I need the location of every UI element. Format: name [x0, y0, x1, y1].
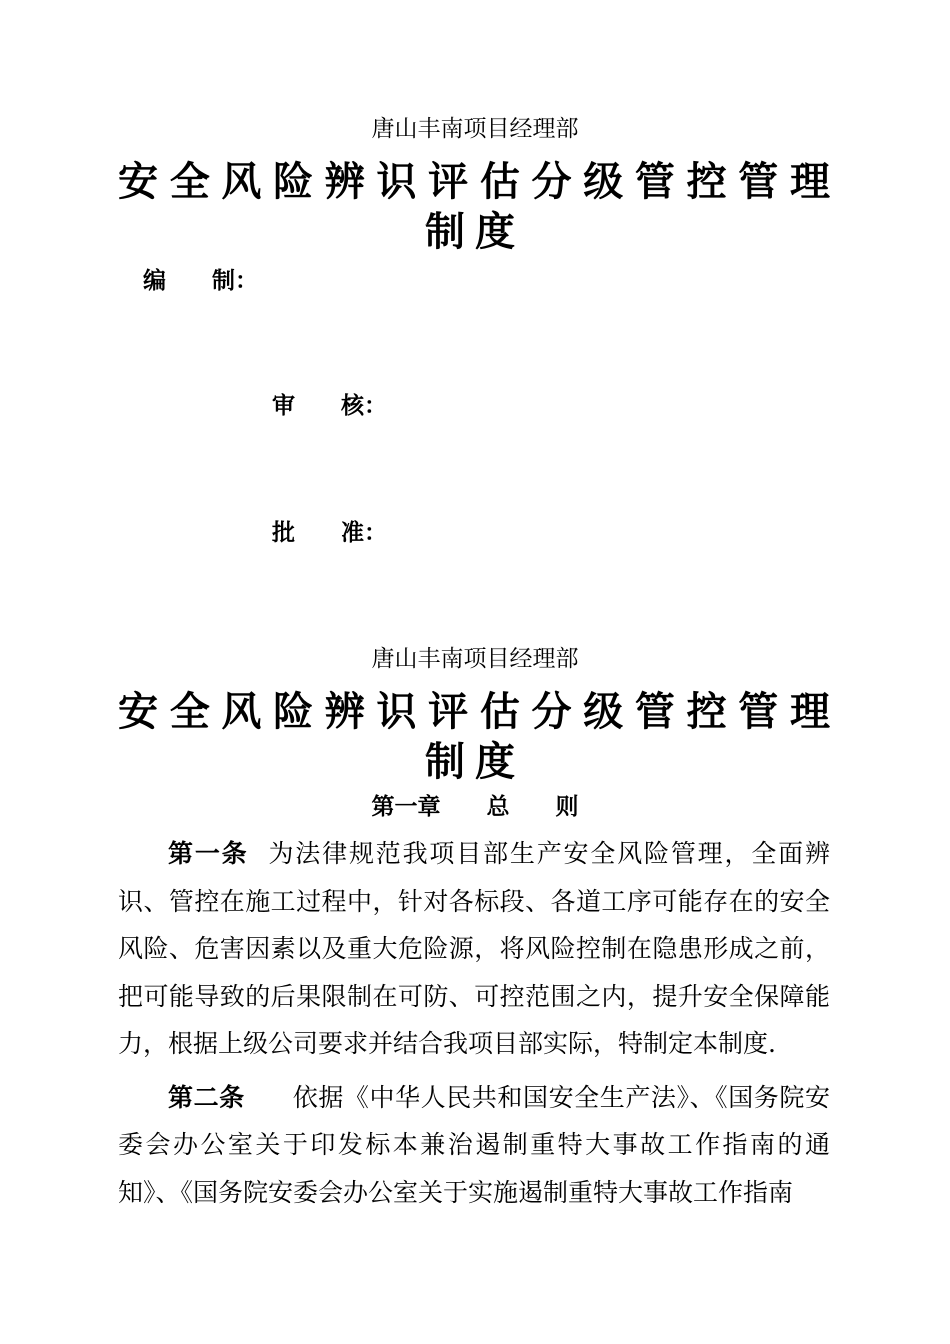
article-1-label: 第一条 [168, 839, 249, 868]
compiled-by-label: 编 制： [143, 268, 258, 294]
doc-title-line2: 制度 [425, 739, 525, 785]
approved-by-label: 批 准： [272, 520, 387, 546]
article-2-text: 依据《中华人民共和国安全生产法》、《国务院安委会办公室关于印发标本兼治遏制重特大事故工作指南的通知》、《国务院安委会办公室关于实施遏制重特大事故工作指南 [118, 1082, 830, 1207]
article-1 [118, 830, 830, 1068]
doc-title-line1: 安全风险辨识评估分级管控管理 [118, 689, 830, 735]
doc-org-name: 唐山丰南项目经理部 [371, 646, 579, 672]
cover-title-line1: 安全风险辨识评估分级管控管理 [118, 159, 830, 205]
article-2 [118, 1074, 830, 1217]
article-1-text: 为法律规范我项目部生产安全风险管理，全面辨识、管控在施工过程中，针对各标段、各道工序可能存在的安全风险、危害因素以及重大危险源，将风险控制在隐患形成之前，把可能导致的后果限制在可防、可控范围之内，提升安全保障能力，根据上级公司要求并结合我项目部实际，特制定本制度. [118, 839, 830, 1058]
article-2-label: 第二条 [168, 1082, 245, 1112]
chapter-heading: 第一章 总 则 [371, 794, 579, 820]
reviewed-by-label: 审 核： [272, 393, 387, 419]
cover-org-name: 唐山丰南项目经理部 [371, 116, 579, 142]
cover-title-line2: 制度 [425, 209, 525, 255]
article-list [118, 830, 830, 1216]
